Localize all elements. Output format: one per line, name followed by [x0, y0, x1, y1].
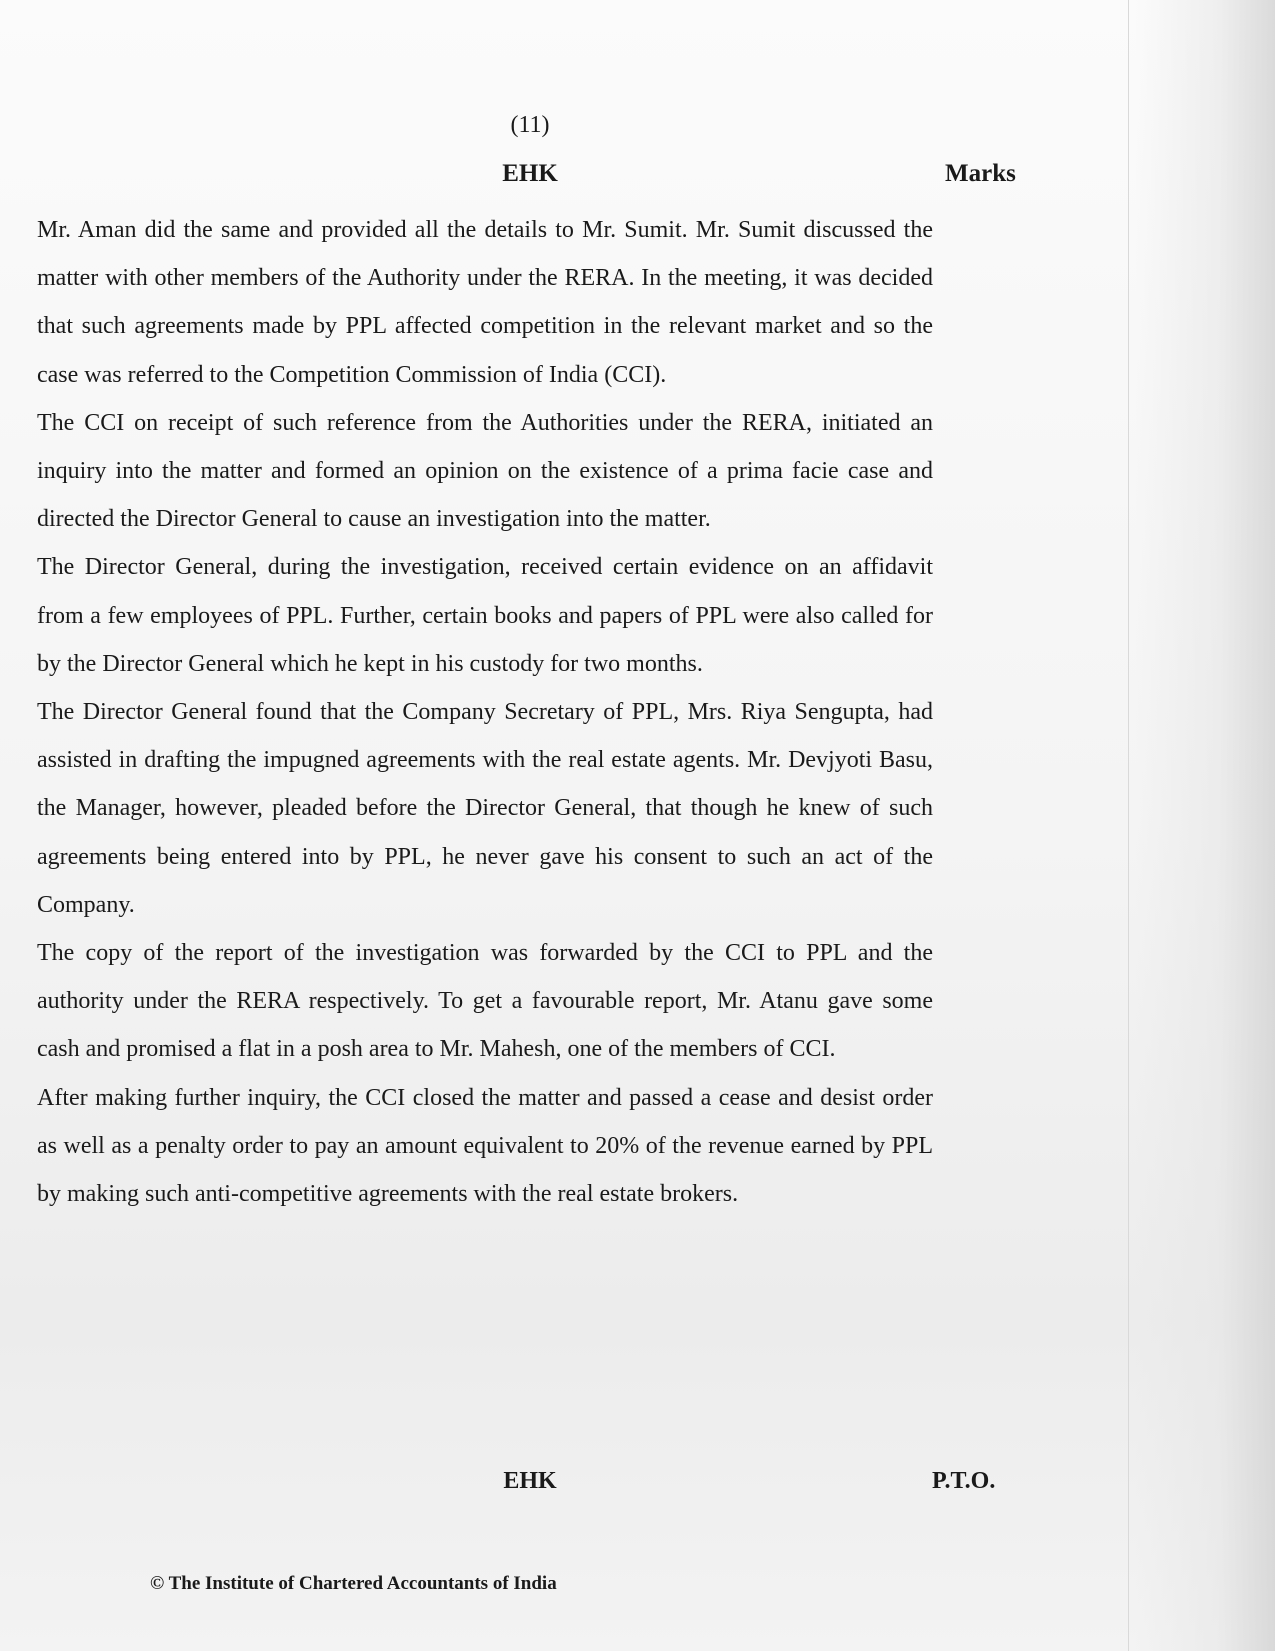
copyright-notice: © The Institute of Chartered Accountants of India: [150, 1573, 557, 1594]
please-turn-over: P.T.O.: [932, 1468, 996, 1494]
paragraph-3: The Director General, during the investigation, received certain evidence on an affidavit from a few employees of PPL. Further, certain books and papers of PPL were also called for by the Director General which he kept in his custody for two months.: [37, 554, 933, 677]
case-study-text: [37, 206, 933, 1218]
page-number: (11): [510, 112, 550, 138]
marks-column-label: Marks: [945, 160, 1016, 187]
page-edge-line: [1128, 0, 1129, 1651]
paragraph-5: The copy of the report of the investigation was forwarded by the CCI to PPL and the authority under the RERA respectively. To get a favourable report, Mr. Atanu gave some cash and promised a flat in a posh area to Mr. Mahesh, one of the members of CCI.: [37, 940, 933, 1063]
paragraph-4: The Director General found that the Company Secretary of PPL, Mrs. Riya Sengupta, had assisted in drafting the impugned agreements with the real estate agents. Mr. Devjyoti Basu, the Manager, however, pleaded before the Director General, that though he knew of such agreements being entered into by PPL, he never gave his consent to such an act of the Company.: [37, 699, 933, 918]
paragraph-1: Mr. Aman did the same and provided all the details to Mr. Sumit. Mr. Sumit discussed the matter with other members of the Authority under the RERA. In the meeting, it was decided that such agreements made by PPL affected competition in the relevant market and so the case was referred to the Competition Commission of India (CCI).: [37, 217, 933, 388]
header-paper-code: EHK: [502, 160, 558, 187]
paragraph-2: The CCI on receipt of such reference from the Authorities under the RERA, initiated an inquiry into the matter and formed an opinion on the existence of a prima facie case and directed the Director General to cause an investigation into the matter.: [37, 409, 933, 533]
paragraph-6: After making further inquiry, the CCI closed the matter and passed a cease and desist order as well as a penalty order to pay an amount equivalent to 20% of the revenue earned by PPL by making such anti-competitive agreements with the real estate brokers.: [37, 1084, 933, 1208]
page-edge-shadow: [1135, 0, 1275, 1651]
footer-paper-code: EHK: [503, 1468, 557, 1494]
